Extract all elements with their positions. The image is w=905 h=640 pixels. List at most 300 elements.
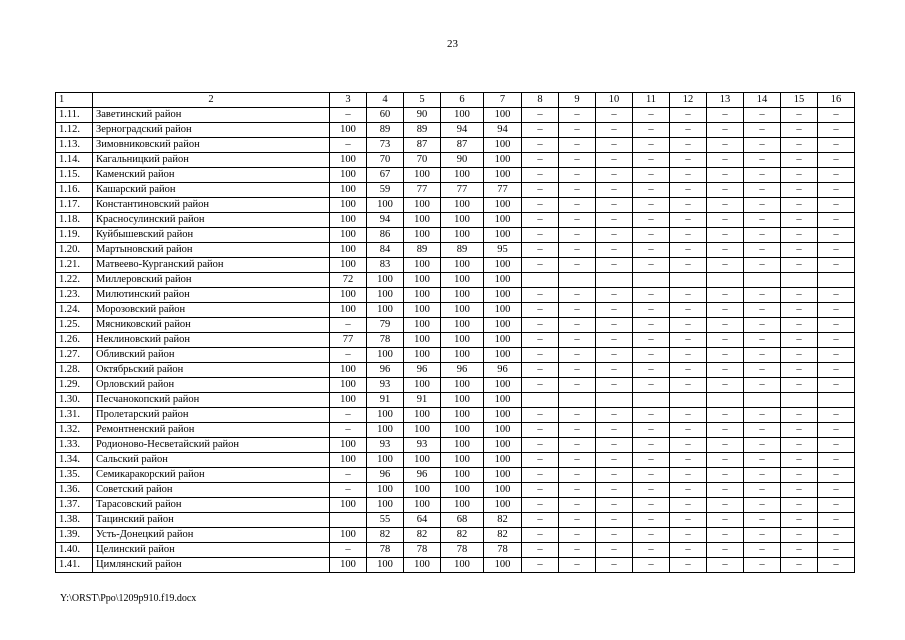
district-name-cell: Родионово-Несветайский район (93, 438, 330, 453)
table-cell: – (818, 348, 855, 363)
table-cell: 100 (484, 378, 522, 393)
table-cell: – (744, 243, 781, 258)
table-cell: – (818, 333, 855, 348)
table-cell: 82 (367, 528, 404, 543)
table-row (56, 108, 855, 123)
table-cell: – (596, 453, 633, 468)
table-row (56, 258, 855, 273)
table-cell: – (633, 498, 670, 513)
table-cell: 93 (367, 438, 404, 453)
table-cell: – (744, 333, 781, 348)
table-cell (633, 273, 670, 288)
table-cell: 100 (441, 438, 484, 453)
table-cell: – (707, 558, 744, 573)
table-cell: 100 (441, 198, 484, 213)
table-cell: – (781, 123, 818, 138)
table-cell: – (633, 123, 670, 138)
table-cell: – (670, 498, 707, 513)
table-row (56, 228, 855, 243)
table-cell: – (596, 258, 633, 273)
district-name-cell: Пролетарский район (93, 408, 330, 423)
table-cell: – (818, 468, 855, 483)
header-cell: 7 (484, 93, 522, 108)
table-row (56, 558, 855, 573)
row-number-cell: 1.30. (56, 393, 93, 408)
table-cell: – (522, 213, 559, 228)
row-number-cell: 1.36. (56, 483, 93, 498)
table-cell: 90 (404, 108, 441, 123)
table-cell: – (818, 498, 855, 513)
table-cell: – (670, 453, 707, 468)
table-cell: – (707, 318, 744, 333)
table-cell: 96 (367, 363, 404, 378)
table-cell: 100 (404, 318, 441, 333)
table-cell: – (744, 558, 781, 573)
table-cell: – (781, 183, 818, 198)
table-cell: – (522, 468, 559, 483)
table-cell: – (633, 513, 670, 528)
table-cell: – (670, 543, 707, 558)
table-cell: – (818, 378, 855, 393)
table-cell: – (596, 318, 633, 333)
table-cell: – (633, 198, 670, 213)
table-cell: – (670, 483, 707, 498)
district-name-cell: Куйбышевский район (93, 228, 330, 243)
table-cell: 100 (404, 558, 441, 573)
table-cell: – (818, 513, 855, 528)
table-cell: – (559, 213, 596, 228)
table-cell: – (522, 303, 559, 318)
table-cell: 100 (441, 483, 484, 498)
table-cell: 100 (367, 453, 404, 468)
table-cell: – (559, 243, 596, 258)
table-cell: 100 (441, 288, 484, 303)
table-cell: – (559, 408, 596, 423)
table-cell: 100 (330, 498, 367, 513)
table-cell: 60 (367, 108, 404, 123)
table-cell: – (633, 108, 670, 123)
table-cell: – (633, 438, 670, 453)
table-row (56, 363, 855, 378)
table-cell: – (744, 288, 781, 303)
table-cell: 78 (484, 543, 522, 558)
table-cell: – (781, 453, 818, 468)
table-cell: – (633, 468, 670, 483)
table-cell: – (522, 168, 559, 183)
table-cell (559, 393, 596, 408)
table-cell: – (596, 288, 633, 303)
table-cell: 90 (441, 153, 484, 168)
data-table (55, 92, 855, 573)
table-cell: – (522, 363, 559, 378)
table-cell: – (522, 243, 559, 258)
table-cell (596, 273, 633, 288)
table-cell: – (596, 363, 633, 378)
table-cell: 100 (367, 198, 404, 213)
district-name-cell: Константиновский район (93, 198, 330, 213)
table-cell: – (707, 543, 744, 558)
district-name-cell: Усть-Донецкий район (93, 528, 330, 543)
table-cell: 87 (404, 138, 441, 153)
table-cell: – (559, 528, 596, 543)
table-cell: – (670, 303, 707, 318)
table-cell: 100 (367, 408, 404, 423)
table-cell: – (330, 468, 367, 483)
table-cell: – (707, 258, 744, 273)
row-number-cell: 1.19. (56, 228, 93, 243)
table-cell: 100 (484, 393, 522, 408)
table-cell: – (330, 348, 367, 363)
table-cell: – (707, 498, 744, 513)
table-cell: – (596, 438, 633, 453)
table-cell: 96 (441, 363, 484, 378)
table-row (56, 273, 855, 288)
table-cell: – (781, 213, 818, 228)
table-cell: 93 (367, 378, 404, 393)
file-path: Y:\ORST\Ppo\1209p910.f19.docx (60, 593, 197, 604)
table-cell: – (330, 543, 367, 558)
table-cell: – (707, 243, 744, 258)
table-cell: 100 (330, 363, 367, 378)
row-number-cell: 1.35. (56, 468, 93, 483)
table-cell: 100 (484, 303, 522, 318)
table-cell: – (744, 168, 781, 183)
table-cell: 100 (441, 423, 484, 438)
table-cell: – (522, 198, 559, 213)
table-cell: – (559, 138, 596, 153)
table-cell: – (596, 138, 633, 153)
table-cell: – (670, 183, 707, 198)
table-cell: 77 (441, 183, 484, 198)
table-cell: – (781, 198, 818, 213)
table-cell: – (559, 108, 596, 123)
table-cell: 100 (330, 438, 367, 453)
table-cell: 93 (404, 438, 441, 453)
table-cell (744, 393, 781, 408)
table-cell: 83 (367, 258, 404, 273)
table-row (56, 198, 855, 213)
table-cell: 100 (484, 198, 522, 213)
table-cell: 64 (404, 513, 441, 528)
table-cell: 100 (367, 558, 404, 573)
table-cell: – (744, 468, 781, 483)
table-row (56, 288, 855, 303)
table-cell: – (559, 318, 596, 333)
table-cell: – (596, 123, 633, 138)
table-cell: – (707, 108, 744, 123)
table-cell: – (707, 333, 744, 348)
table-cell: – (596, 483, 633, 498)
table-cell: 70 (367, 153, 404, 168)
table-cell: 100 (330, 153, 367, 168)
header-cell: 8 (522, 93, 559, 108)
district-name-cell: Каменский район (93, 168, 330, 183)
table-cell: 100 (367, 423, 404, 438)
table-cell: – (670, 243, 707, 258)
table-cell: 100 (330, 258, 367, 273)
table-cell: – (559, 543, 596, 558)
table-cell: 59 (367, 183, 404, 198)
table-row (56, 513, 855, 528)
table-cell: – (670, 108, 707, 123)
header-cell: 13 (707, 93, 744, 108)
table-cell: 100 (330, 528, 367, 543)
table-cell: – (633, 288, 670, 303)
table-cell: – (707, 138, 744, 153)
table-cell: – (818, 543, 855, 558)
table-row (56, 483, 855, 498)
district-name-cell: Тарасовский район (93, 498, 330, 513)
table-cell: 100 (484, 153, 522, 168)
table-cell: 96 (404, 363, 441, 378)
table-cell: – (670, 378, 707, 393)
table-cell: 77 (484, 183, 522, 198)
row-number-cell: 1.27. (56, 348, 93, 363)
table-cell: – (670, 123, 707, 138)
table-cell: 82 (404, 528, 441, 543)
table-cell: – (744, 258, 781, 273)
header-cell: 11 (633, 93, 670, 108)
table-cell: – (707, 408, 744, 423)
table-cell: – (707, 528, 744, 543)
table-cell (596, 393, 633, 408)
table-cell: 100 (484, 228, 522, 243)
table-row (56, 408, 855, 423)
table-cell: – (596, 528, 633, 543)
table-cell (330, 513, 367, 528)
table-row (56, 468, 855, 483)
table-cell: – (781, 363, 818, 378)
table-cell: – (670, 138, 707, 153)
table-cell: – (596, 243, 633, 258)
table-cell: – (744, 483, 781, 498)
table-cell: – (522, 138, 559, 153)
table-cell: – (330, 318, 367, 333)
table-cell: 100 (441, 213, 484, 228)
table-row (56, 543, 855, 558)
district-name-cell: Тацинский район (93, 513, 330, 528)
table-cell: 72 (330, 273, 367, 288)
table-cell: – (744, 183, 781, 198)
table-cell: 100 (441, 453, 484, 468)
table-cell: 100 (484, 453, 522, 468)
table-cell: – (330, 423, 367, 438)
table-cell: 100 (484, 138, 522, 153)
table-cell: – (781, 378, 818, 393)
table-cell: 100 (404, 483, 441, 498)
table-cell: 100 (404, 378, 441, 393)
table-cell: 100 (330, 228, 367, 243)
table-cell: 100 (484, 108, 522, 123)
table-cell: – (522, 378, 559, 393)
table-cell: 100 (404, 453, 441, 468)
district-name-cell: Семикаракорский район (93, 468, 330, 483)
table-row (56, 423, 855, 438)
table-cell: – (596, 183, 633, 198)
district-name-cell: Октябрьский район (93, 363, 330, 378)
table-cell: – (707, 168, 744, 183)
table-cell: 100 (404, 228, 441, 243)
table-cell: 100 (330, 168, 367, 183)
table-cell: – (707, 513, 744, 528)
table-cell: – (818, 198, 855, 213)
table-cell: – (633, 243, 670, 258)
table-cell: 70 (404, 153, 441, 168)
table-row (56, 318, 855, 333)
table-cell: 100 (441, 558, 484, 573)
table-cell (522, 393, 559, 408)
table-cell: 100 (441, 273, 484, 288)
header-cell: 3 (330, 93, 367, 108)
table-cell: – (781, 138, 818, 153)
table-cell: – (559, 363, 596, 378)
table-cell: 100 (404, 213, 441, 228)
table-cell: – (744, 228, 781, 243)
table-cell: 100 (404, 408, 441, 423)
table-cell: – (781, 468, 818, 483)
table-cell: – (707, 198, 744, 213)
table-cell: – (818, 243, 855, 258)
district-name-cell: Неклиновский район (93, 333, 330, 348)
table-cell: – (781, 288, 818, 303)
table-cell: – (744, 453, 781, 468)
table-cell: 100 (484, 273, 522, 288)
table-cell: – (330, 483, 367, 498)
table-cell: 100 (367, 303, 404, 318)
table-cell: – (670, 318, 707, 333)
table-cell: – (633, 168, 670, 183)
row-number-cell: 1.41. (56, 558, 93, 573)
district-name-cell: Красносулинский район (93, 213, 330, 228)
table-cell: – (818, 108, 855, 123)
table-cell: – (596, 498, 633, 513)
table-cell: 100 (404, 258, 441, 273)
table-cell (818, 273, 855, 288)
row-number-cell: 1.15. (56, 168, 93, 183)
table-cell: – (596, 468, 633, 483)
table-cell: – (744, 363, 781, 378)
row-number-cell: 1.39. (56, 528, 93, 543)
table-row (56, 168, 855, 183)
row-number-cell: 1.20. (56, 243, 93, 258)
district-name-cell: Миллеровский район (93, 273, 330, 288)
table-cell: – (707, 288, 744, 303)
table-cell: – (522, 183, 559, 198)
row-number-cell: 1.16. (56, 183, 93, 198)
table-cell: – (559, 303, 596, 318)
table-cell: – (670, 423, 707, 438)
district-name-cell: Ремонтненский район (93, 423, 330, 438)
table-cell: – (559, 483, 596, 498)
table-cell: – (707, 303, 744, 318)
table-cell: 89 (367, 123, 404, 138)
table-cell: – (522, 453, 559, 468)
table-cell: 67 (367, 168, 404, 183)
table-cell: – (522, 423, 559, 438)
table-cell: – (559, 558, 596, 573)
table-cell: – (633, 228, 670, 243)
table-cell: – (781, 303, 818, 318)
table-cell: 73 (367, 138, 404, 153)
table-cell: 100 (441, 108, 484, 123)
table-cell: – (744, 543, 781, 558)
table-cell: – (781, 423, 818, 438)
table-cell: – (818, 423, 855, 438)
table-row (56, 303, 855, 318)
table-cell: 87 (441, 138, 484, 153)
table-cell: – (781, 153, 818, 168)
table-cell: – (670, 228, 707, 243)
row-number-cell: 1.14. (56, 153, 93, 168)
row-number-cell: 1.37. (56, 498, 93, 513)
district-name-cell: Обливский район (93, 348, 330, 363)
table-cell: – (670, 333, 707, 348)
row-number-cell: 1.29. (56, 378, 93, 393)
table-cell: – (522, 558, 559, 573)
table-cell: – (596, 513, 633, 528)
district-name-cell: Зерноградский район (93, 123, 330, 138)
table-cell: – (707, 183, 744, 198)
table-cell: – (330, 108, 367, 123)
table-cell: 78 (441, 543, 484, 558)
table-cell: – (633, 258, 670, 273)
table-cell: – (818, 153, 855, 168)
table-cell: – (522, 513, 559, 528)
district-name-cell: Песчанокопский район (93, 393, 330, 408)
table-cell: – (707, 378, 744, 393)
table-cell: – (633, 453, 670, 468)
table-cell: 95 (484, 243, 522, 258)
table-cell: – (670, 198, 707, 213)
table-cell: – (744, 378, 781, 393)
table-row (56, 213, 855, 228)
row-number-cell: 1.22. (56, 273, 93, 288)
table-cell: 91 (404, 393, 441, 408)
table-cell: – (633, 363, 670, 378)
table-cell: – (633, 423, 670, 438)
table-cell: 100 (404, 348, 441, 363)
table-cell: 100 (441, 318, 484, 333)
table-cell: – (522, 348, 559, 363)
table-cell: 100 (441, 348, 484, 363)
table-cell: – (330, 138, 367, 153)
table-cell: – (596, 228, 633, 243)
district-name-cell: Целинский район (93, 543, 330, 558)
table-cell: – (633, 303, 670, 318)
table-cell: – (633, 153, 670, 168)
table-cell: 100 (441, 378, 484, 393)
table-cell: 100 (441, 228, 484, 243)
table-cell (670, 273, 707, 288)
table-cell: – (633, 558, 670, 573)
table-cell: 100 (441, 258, 484, 273)
table-cell: – (707, 423, 744, 438)
table-cell: – (596, 213, 633, 228)
table-cell: – (744, 198, 781, 213)
table-cell: – (707, 363, 744, 378)
district-name-cell: Советский район (93, 483, 330, 498)
table-cell: – (670, 258, 707, 273)
table-cell: – (559, 423, 596, 438)
table-row (56, 348, 855, 363)
header-cell: 4 (367, 93, 404, 108)
table-cell: 100 (367, 273, 404, 288)
table-cell: – (818, 123, 855, 138)
table-cell: – (744, 528, 781, 543)
table-cell: – (707, 438, 744, 453)
table-row (56, 123, 855, 138)
table-cell (818, 393, 855, 408)
